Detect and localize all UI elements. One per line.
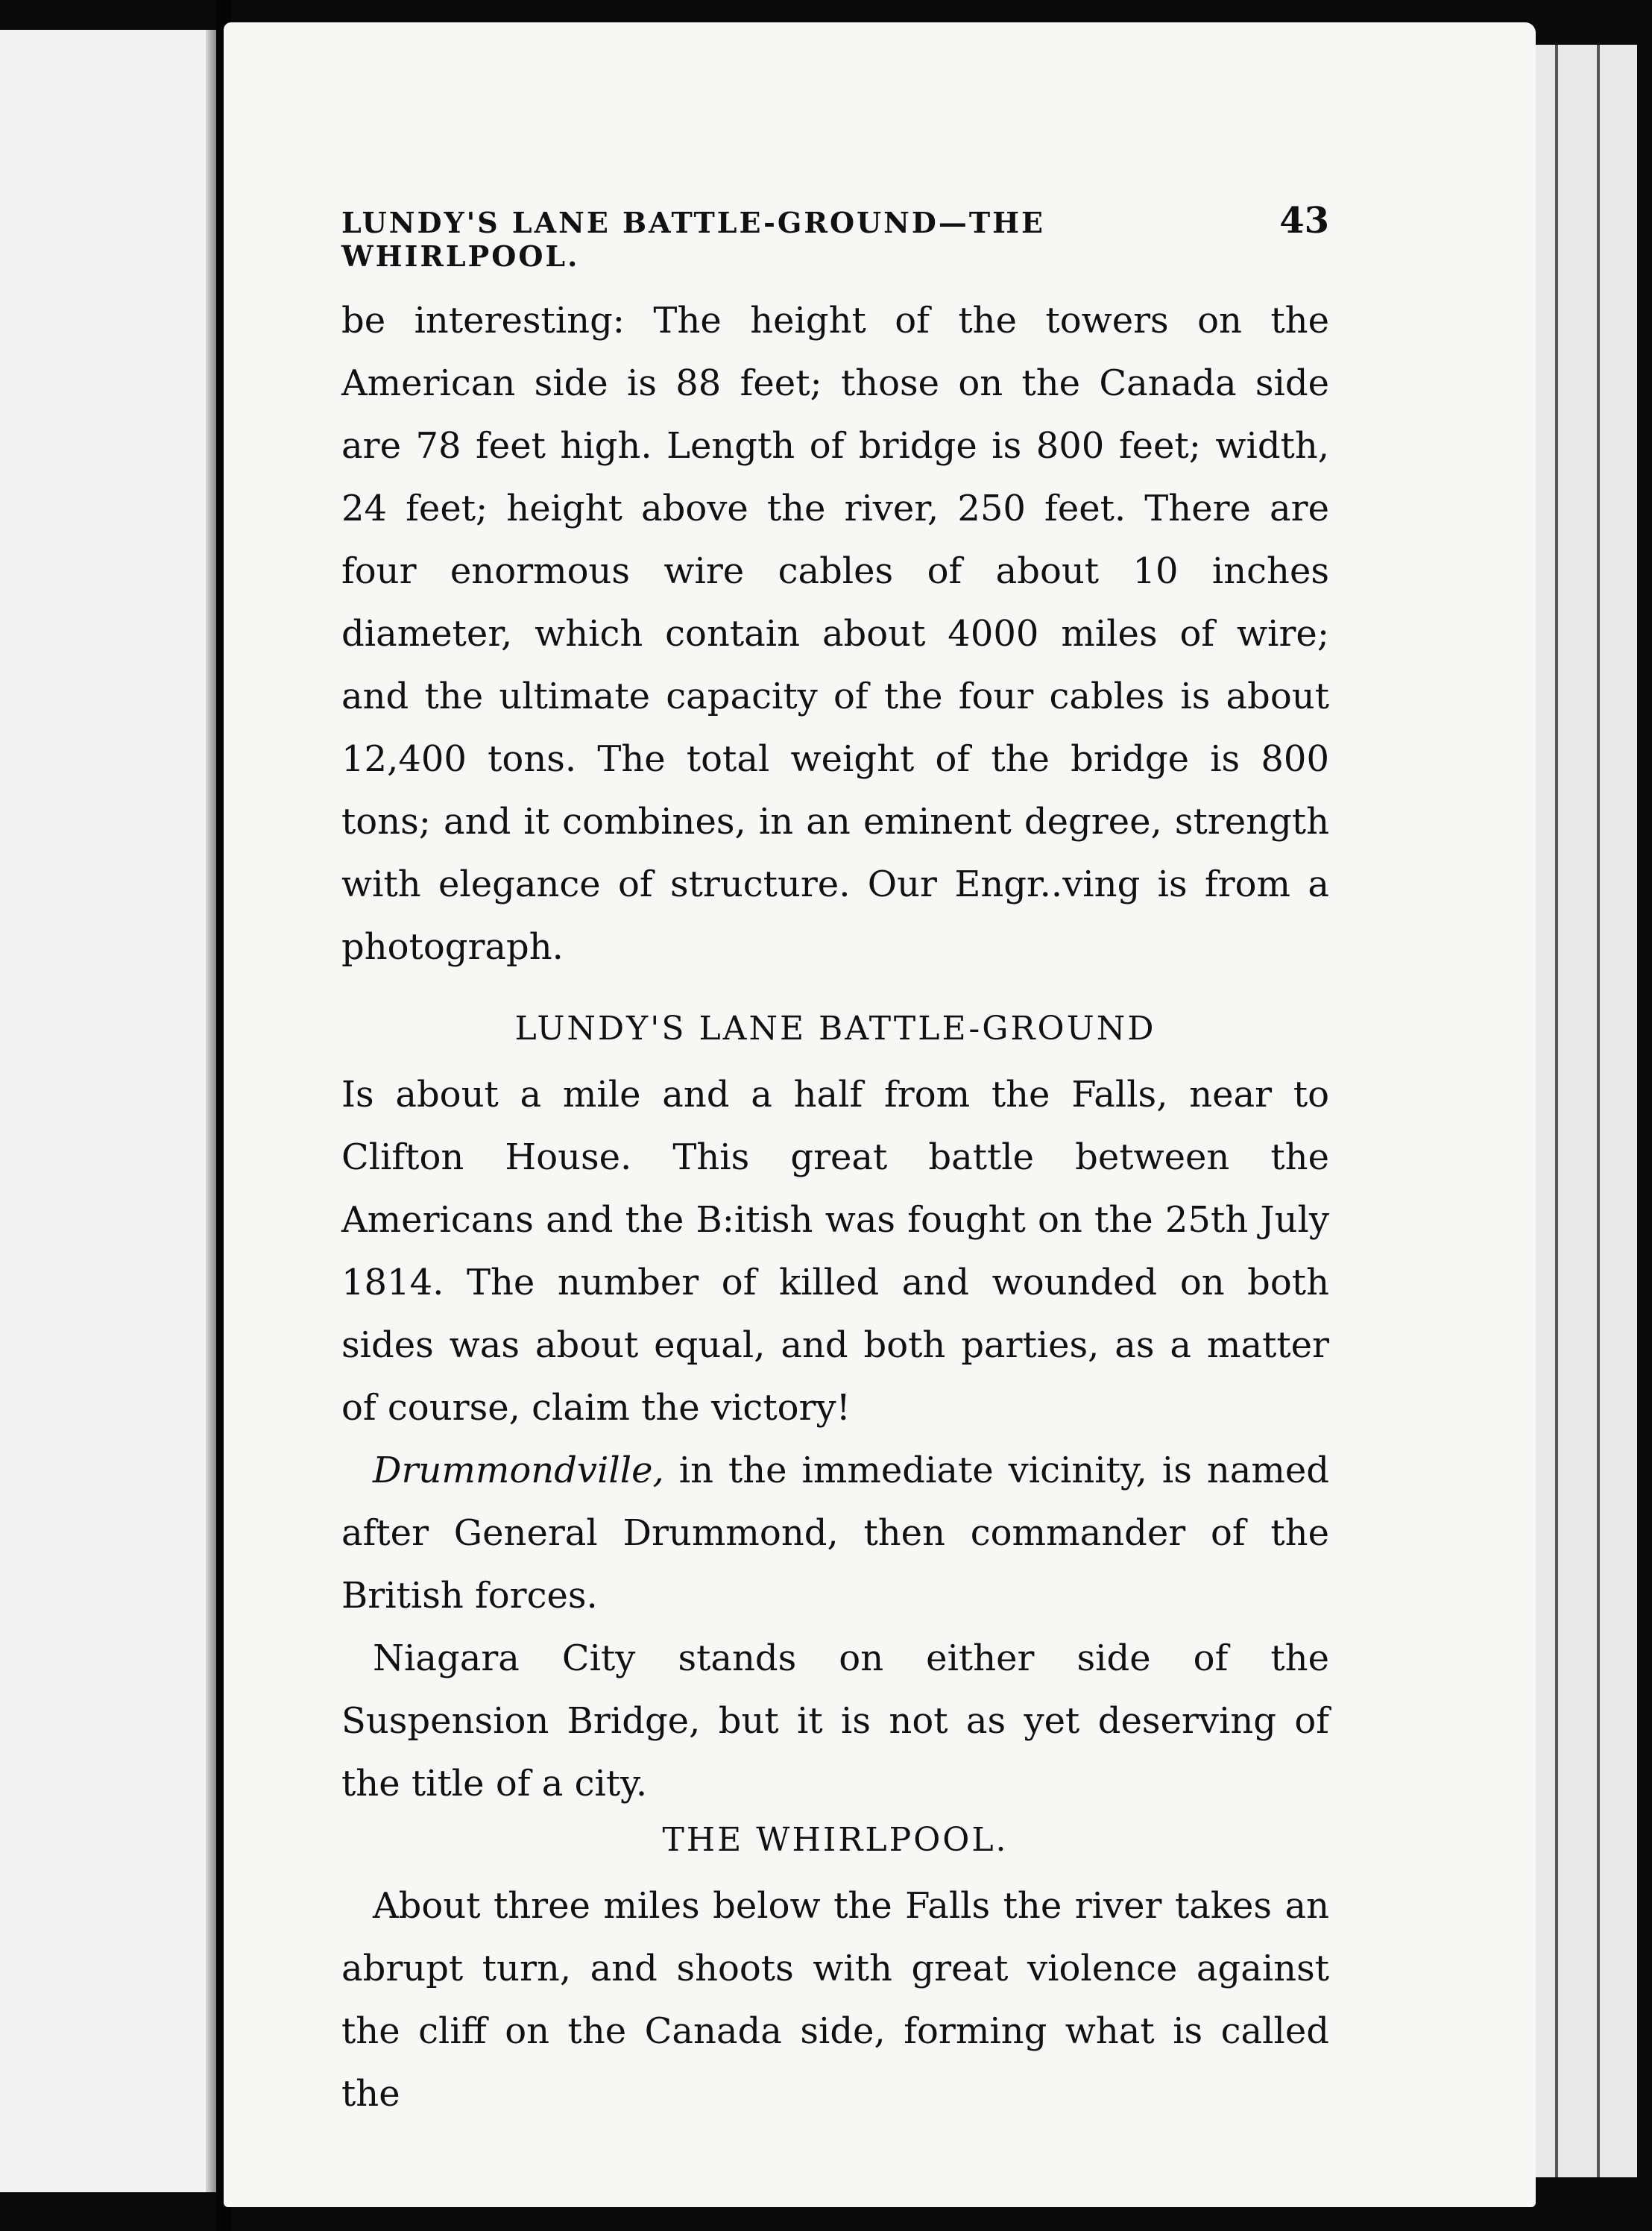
- heading-whirlpool: THE WHIRLPOOL.: [662, 1821, 1009, 1859]
- paragraph-bridge-dimensions: be interesting: The height of the towers on the American side is 88 feet; those on the Canada side are 78 feet high. Length of bridge is 800 feet; width, 24 feet; height above the river, 250 feet. There are four enormous wire cables of about 10 inches diameter, which contain about 4000 miles of wire; and the ultimate capacity of the four cables is about 12,400 tons. The total weight of the bridge is 800 tons; and it combines, in an eminent degree, strength with elegance of structure. Our Engr..ving is from a photograph.: [341, 300, 1329, 968]
- page-number: 43: [1279, 200, 1329, 242]
- drummondville-text: in the immediate vicinity, is named after General Drummond, then commander of the British forces.: [341, 1450, 1329, 1617]
- page-text: [341, 200, 1329, 2125]
- paragraph-niagara-city: Niagara City stands on either side of the Suspension Bridge, but it is not as yet deserving of the title of a city.: [341, 1637, 1329, 1804]
- facing-page-shadow: [206, 30, 216, 2192]
- running-head-title: LUNDY'S LANE BATTLE-GROUND—THE WHIRLPOOL.: [341, 206, 1046, 273]
- drummondville-term: Drummondville,: [373, 1450, 664, 1491]
- heading-lundys-lane: LUNDY'S LANE BATTLE-GROUND: [514, 1010, 1156, 1048]
- running-head: [341, 200, 1329, 273]
- paragraph-drummondville: [341, 1439, 1329, 1627]
- paragraph-whirlpool: About three miles below the Falls the river takes an abrupt turn, and shoots with great violence against the cliff on the Canada side, forming what is called the: [341, 1885, 1329, 2115]
- paragraph-battle: Is about a mile and a half from the Falls, near to Clifton House. This great battle between the Americans and the B:itish was fought on the 25th July 1814. The number of killed and wounded on both sides was about equal, and both parties, as a matter of course, claim the victory!: [341, 1074, 1329, 1429]
- facing-page-edge: [0, 30, 224, 2192]
- page-stack-edge: [1521, 45, 1637, 2177]
